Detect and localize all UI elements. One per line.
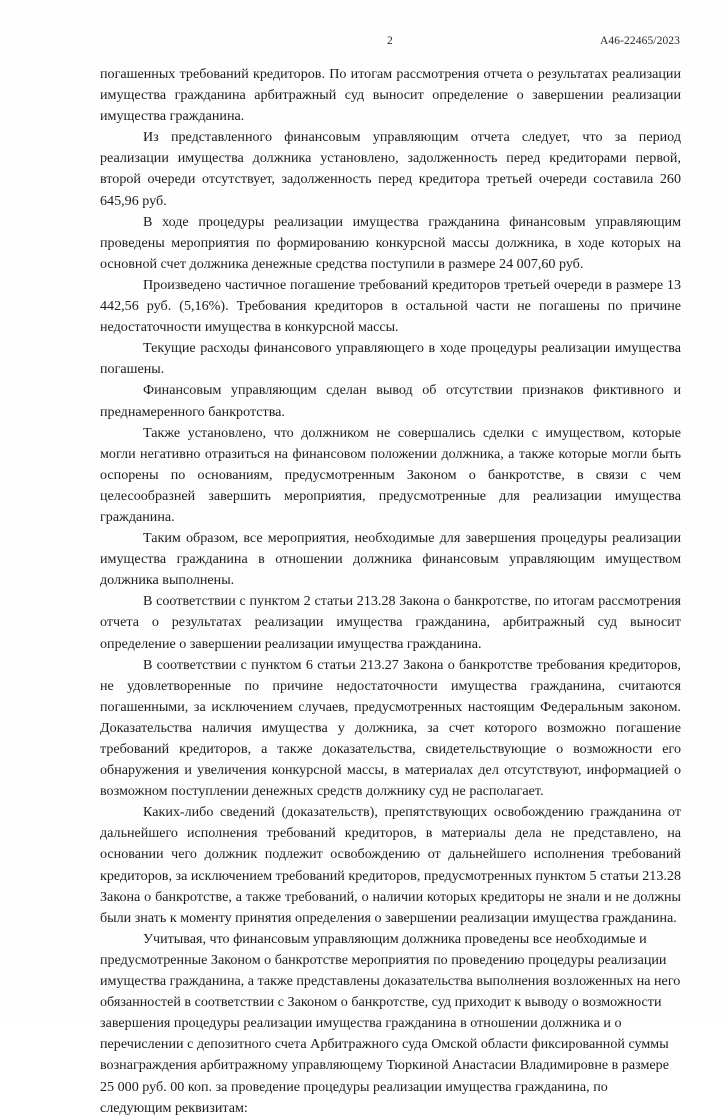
document-paragraph: Из представленного финансовым управляющим отчета следует, что за период реализации имущества должника установлено, задолженность перед кредиторами первой, второй очереди отсутствует, задолженность перед кредитора третьей очереди составила 260 645,96 руб. bbox=[100, 129, 681, 209]
page-number: 2 bbox=[387, 35, 393, 47]
document-paragraph: Таким образом, все мероприятия, необходимые для завершения процедуры реализации имущества гражданина в отношении должника финансовым управляющим имуществом должника выполнены. bbox=[100, 530, 681, 589]
document-paragraph: Финансовым управляющим сделан вывод об отсутствии признаков фиктивного и преднамеренного банкротства. bbox=[100, 382, 681, 420]
document-paragraph: Каких-либо сведений (доказательств), препятствующих освобождению гражданина от дальнейшего исполнения требований кредиторов, в материалы дела не представлено, на основании чего должник подлежит освобождению от дальнейшего исполнения требований кредиторов, за исключением требований кредиторов, предусмотренных пунктом 5 статьи 213.28 Закона о банкротстве, а также требований, о наличии которых кредиторы не знали и не должны были знать к моменту принятия определения о завершении реализации имущества гражданина. bbox=[100, 804, 681, 926]
document-body bbox=[100, 64, 681, 1119]
document-paragraph: Произведено частичное погашение требований кредиторов третьей очереди в размере 13 442,56 руб. (5,16%). Требования кредиторов в остальной части не погашены по причине недостаточности имущества в конкурсной массы. bbox=[100, 276, 681, 336]
document-paragraph: В соответствии с пунктом 6 статьи 213.27 Закона о банкротстве требования кредиторов, не удовлетворенные по причине недостаточности имущества гражданина, считаются погашенными, за исключением случаев, предусмотренных настоящим Федеральным законом. Доказательства наличия имущества у должника, за счет которого возможно погашение требований кредиторов, а также доказательства, свидетельствующие о возможности его обнаружения и увеличения конкурсной массы, в материалах дел отсутствуют, информацией о возможном поступлении денежных средств должнику суд не располагает. bbox=[100, 656, 681, 800]
document-paragraph: погашенных требований кредиторов. По итогам рассмотрения отчета о результатах реализации имущества гражданина арбитражный суд выносит определение о завершении реализации имущества гражданина. bbox=[100, 66, 681, 125]
case-number: А46-22465/2023 bbox=[600, 35, 680, 47]
document-paragraph: В ходе процедуры реализации имущества гражданина финансовым управляющим проведены мероприятия по формированию конкурсной массы должника, в ходе которых на основной счет должника денежные средства поступили в размере 24 007,60 руб. bbox=[100, 213, 681, 272]
document-header bbox=[100, 33, 680, 49]
document-paragraph: Текущие расходы финансового управляющего в ходе процедуры реализации имущества погашены. bbox=[100, 340, 681, 378]
document-paragraph: В соответствии с пунктом 2 статьи 213.28 Закона о банкротстве, по итогам рассмотрения отчета о результатах реализации имущества гражданина, арбитражный суд выносит определение о завершении реализации имущества гражданина. bbox=[100, 593, 681, 652]
document-paragraph: Учитывая, что финансовым управляющим должника проведены все необходимые и предусмотренные Законом о банкротстве мероприятия по проведению процедуры реализации имущества гражданина, а также представлены доказательства выполнения возложенных на него обязанностей в соответствии с Законом о банкротстве, суд приходит к выводу о возможности завершения процедуры реализации имущества гражданина в отношении должника и о перечислении с депозитного счета Арбитражного суда Омской области фиксированной суммы вознаграждения арбитражному управляющему Тюркиной Анастасии Владимировне в размере 25 000 руб. 00 коп. за проведение процедуры реализации имущества гражданина, по следующим реквизитам: bbox=[100, 930, 681, 1116]
document-paragraph: Также установлено, что должником не совершались сделки с имуществом, которые могли негативно отразиться на финансовом положении должника, а также которые могли быть оспорены по основаниям, предусмотренным Законом о банкротстве, в связи с чем целесообразней завершить мероприятия, предусмотренные для реализации имущества гражданина. bbox=[100, 424, 681, 525]
